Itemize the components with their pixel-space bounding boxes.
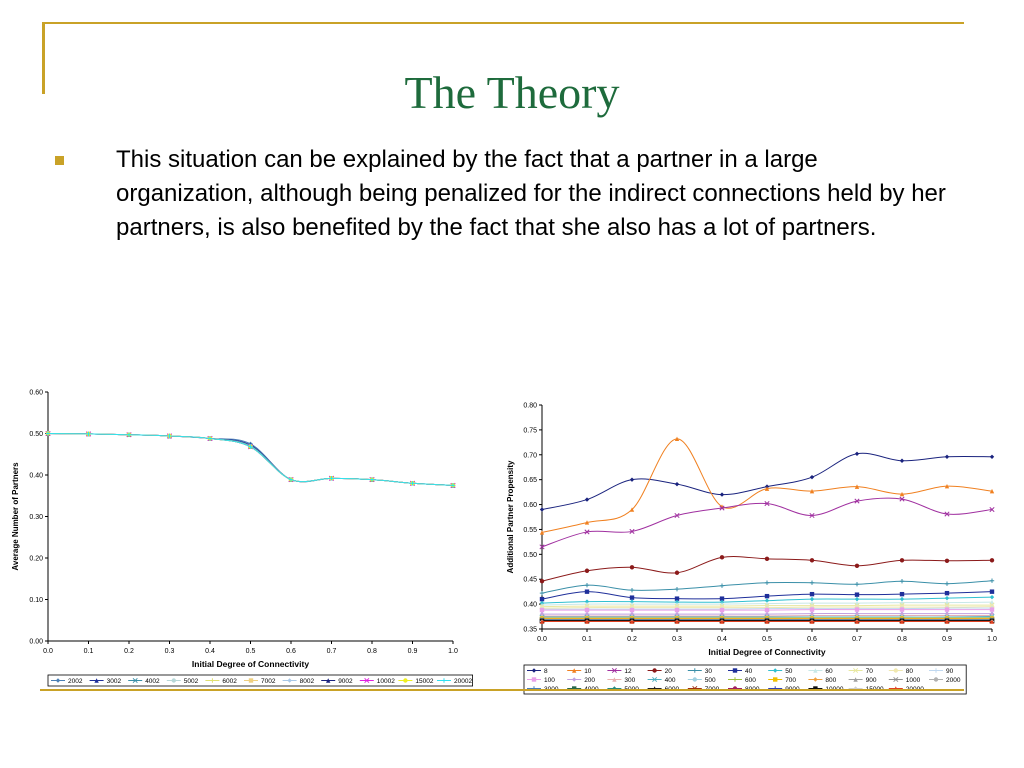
data-point: [945, 455, 949, 459]
y-tick-label: 0.40: [29, 472, 43, 480]
data-point: [900, 607, 904, 611]
x-tick-label: 0.6: [286, 648, 296, 655]
legend-marker: [532, 677, 536, 681]
data-point: [675, 482, 679, 486]
legend-label: 600: [745, 676, 756, 684]
y-tick-label: 0.50: [523, 551, 537, 559]
legend-marker: [403, 678, 407, 682]
data-point: [765, 594, 769, 598]
y-tick-label: 0.10: [29, 597, 43, 604]
legend-label: 7002: [261, 677, 276, 685]
x-tick-label: 0.2: [124, 648, 134, 655]
legend-label: 60: [825, 667, 833, 675]
legend-label: 6002: [222, 677, 237, 685]
y-tick-label: 0.75: [523, 427, 537, 435]
x-tick-label: 0.8: [367, 648, 377, 655]
y-tick-label: 0.00: [29, 638, 43, 646]
x-tick-label: 0.4: [205, 648, 215, 655]
data-point: [990, 558, 994, 562]
data-point: [540, 591, 544, 595]
y-tick-label: 0.60: [523, 502, 537, 510]
bullet-text: This situation can be explained by the fact that a partner in a large organization, although being penalized for the indirect connections held by her partners, is also benefited by the fact that she also has a lot of partners.: [116, 146, 946, 241]
data-point: [585, 497, 589, 501]
y-tick-label: 0.35: [523, 626, 537, 634]
legend-label: 200: [584, 676, 596, 684]
x-tick-label: 0.0: [43, 648, 53, 655]
y-tick-label: 0.80: [523, 402, 537, 410]
legend-label: 20: [664, 667, 672, 675]
legend-label: 900: [865, 676, 877, 684]
data-point: [900, 592, 904, 596]
data-point: [675, 608, 679, 612]
data-point: [540, 507, 544, 511]
y-tick-label: 0.60: [29, 389, 43, 397]
series-line: [48, 434, 453, 486]
legend-label: 80: [905, 667, 914, 675]
data-point: [900, 558, 904, 562]
legend-label: 20002: [454, 677, 473, 685]
legend-marker: [773, 677, 777, 681]
data-point: [540, 597, 544, 601]
data-point: [720, 608, 724, 612]
legend-label: 8002: [299, 677, 315, 685]
series-line: [48, 434, 453, 486]
data-point: [990, 589, 994, 593]
data-point: [720, 583, 724, 587]
data-point: [540, 579, 544, 583]
data-point: [720, 492, 724, 496]
legend-label: 40: [745, 667, 753, 675]
data-point: [765, 608, 769, 612]
y-tick-label: 0.20: [29, 555, 43, 563]
data-point: [810, 558, 814, 562]
legend-label: 800: [825, 676, 837, 684]
data-point: [900, 579, 904, 583]
series-line: [542, 498, 992, 547]
x-tick-label: 0.1: [83, 648, 94, 655]
data-point: [855, 564, 859, 568]
data-point: [990, 595, 994, 599]
series-line: [48, 434, 453, 486]
data-point: [765, 557, 769, 561]
x-tick-label: 0.9: [407, 648, 418, 655]
legend-marker: [652, 668, 656, 672]
chart-additional-propensity: [500, 395, 1000, 715]
data-point: [810, 475, 814, 479]
series-line: [48, 434, 453, 486]
x-tick-label: 0.8: [897, 636, 907, 643]
legend-label: 90: [946, 667, 954, 675]
data-point: [630, 477, 634, 481]
data-point: [945, 591, 949, 595]
y-tick-label: 0.40: [523, 601, 537, 609]
x-tick-label: 0.5: [245, 648, 256, 655]
legend-label: 10: [584, 667, 592, 675]
data-point: [630, 565, 634, 569]
legend-label: 700: [785, 676, 797, 684]
y-axis-label: Average Number of Partners: [11, 462, 20, 571]
data-point: [855, 597, 859, 601]
legend-label: 2000: [946, 676, 961, 684]
series-line: [48, 434, 453, 486]
data-point: [990, 579, 994, 583]
legend-label: 4002: [145, 677, 160, 685]
x-tick-label: 1.0: [448, 648, 458, 655]
data-point: [675, 587, 679, 591]
series-line: [48, 434, 453, 486]
data-point: [855, 582, 859, 586]
legend-label: 3002: [106, 677, 122, 685]
legend-label: 2002: [68, 677, 83, 685]
legend-label: 300: [624, 676, 636, 684]
legend-label: 400: [664, 676, 676, 684]
data-point: [945, 582, 949, 586]
legend-marker: [172, 678, 176, 682]
data-point: [810, 581, 814, 585]
x-tick-label: 0.3: [672, 636, 682, 643]
data-point: [585, 583, 589, 587]
x-tick-label: 0.7: [852, 636, 862, 643]
legend-label: 8: [544, 667, 548, 675]
x-tick-label: 0.9: [942, 636, 952, 643]
data-point: [765, 581, 769, 585]
data-point: [945, 559, 949, 563]
legend-label: 1000: [905, 676, 921, 684]
data-point: [855, 607, 859, 611]
x-tick-label: 0.4: [717, 636, 727, 643]
data-point: [585, 589, 589, 593]
data-point: [810, 592, 814, 596]
legend-label: 9002: [338, 677, 353, 685]
legend-label: 10002: [376, 677, 395, 685]
series-line: [542, 453, 992, 509]
legend-marker: [693, 677, 697, 681]
data-point: [945, 596, 949, 600]
x-tick-label: 0.0: [537, 636, 547, 643]
y-tick-label: 0.70: [523, 452, 537, 460]
data-point: [990, 455, 994, 459]
x-tick-label: 0.6: [807, 636, 817, 643]
y-tick-label: 0.65: [523, 477, 537, 485]
data-point: [630, 608, 634, 612]
series-line: [48, 434, 453, 486]
chart-content: [506, 403, 997, 695]
legend-label: 12: [624, 667, 632, 675]
y-tick-label: 0.45: [523, 576, 537, 584]
series-line: [48, 434, 453, 486]
series-line: [48, 434, 453, 486]
x-tick-label: 0.5: [762, 636, 772, 643]
series-line: [48, 434, 453, 486]
data-point: [810, 597, 814, 601]
data-point: [855, 452, 859, 456]
y-tick-label: 0.50: [29, 431, 43, 438]
data-point: [720, 555, 724, 559]
x-axis-label: Initial Degree of Connectivity: [708, 647, 826, 657]
x-tick-label: 0.3: [164, 648, 175, 655]
data-point: [675, 571, 679, 575]
legend-marker: [934, 677, 938, 681]
x-tick-label: 0.7: [326, 648, 337, 655]
legend-label: 50: [785, 667, 793, 675]
data-point: [855, 592, 859, 596]
legend-label: 15002: [415, 677, 434, 685]
y-tick-label: 0.30: [29, 514, 43, 521]
data-point: [945, 607, 949, 611]
x-tick-label: 0.2: [627, 636, 637, 643]
data-point: [630, 588, 634, 592]
data-point: [585, 569, 589, 573]
legend-marker: [733, 668, 737, 672]
legend-label: 30: [704, 667, 713, 675]
data-point: [585, 608, 589, 612]
decorative-bottom-rule: [40, 689, 964, 691]
data-point: [900, 459, 904, 463]
x-axis-label: Initial Degree of Connectivity: [191, 659, 310, 669]
decorative-top-rule: [42, 22, 964, 24]
y-tick-label: 0.55: [523, 526, 537, 534]
x-tick-label: 0.1: [582, 636, 592, 643]
legend-label: 70: [865, 667, 873, 675]
bullet-square-icon: [55, 156, 64, 165]
x-tick-label: 1.0: [987, 636, 997, 643]
legend-marker: [894, 668, 898, 672]
data-point: [630, 595, 634, 599]
data-point: [540, 608, 544, 612]
chart-average-partners: [0, 380, 480, 690]
series-line: [48, 434, 453, 486]
legend-marker: [249, 678, 253, 682]
legend-label: 100: [544, 676, 555, 684]
y-axis-label: Additional Partner Propensity: [506, 460, 515, 574]
legend-label: 500: [704, 676, 716, 684]
legend-label: 5002: [183, 677, 199, 685]
data-point: [990, 607, 994, 611]
data-point: [810, 607, 814, 611]
slide-title: The Theory: [404, 67, 620, 118]
